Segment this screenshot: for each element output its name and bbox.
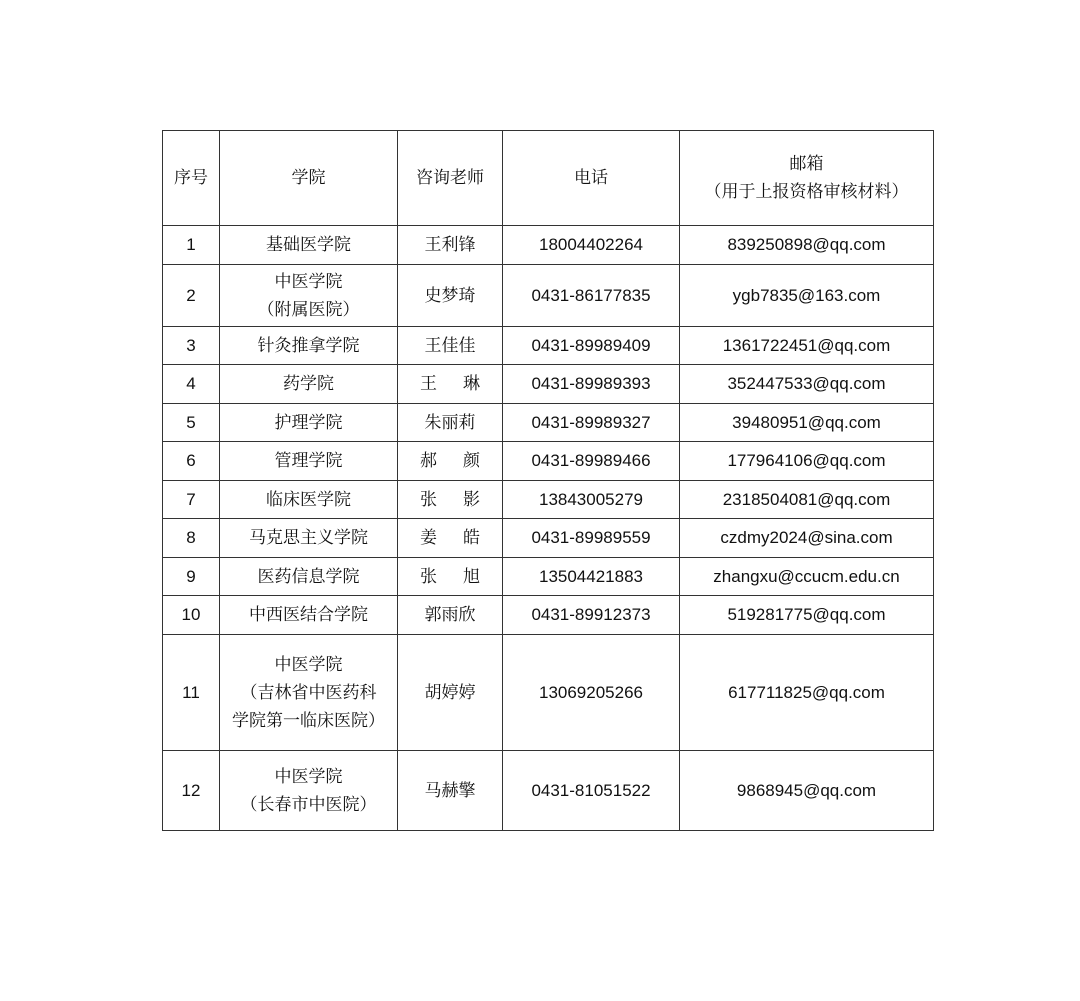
cell-phone: 0431-89989327	[503, 404, 680, 442]
cell-index: 7	[163, 481, 220, 519]
college-line: 基础医学院	[266, 235, 351, 255]
cell-advisor	[398, 442, 503, 481]
cell-email: zhangxu@ccucm.edu.cn	[680, 558, 934, 596]
advisor-name-part: 张	[420, 489, 437, 510]
cell-college	[220, 519, 398, 558]
cell-advisor: 马赫擎	[398, 751, 503, 831]
cell-email: ygb7835@163.com	[680, 265, 934, 327]
cell-phone: 0431-81051522	[503, 751, 680, 831]
cell-advisor: 史梦琦	[398, 265, 503, 327]
table-row	[163, 635, 934, 751]
table-row	[163, 327, 934, 365]
college-line: 医药信息学院	[257, 566, 360, 587]
cell-advisor	[398, 365, 503, 404]
cell-index: 1	[163, 226, 220, 265]
college-line: 中医学院	[274, 766, 343, 787]
college-line: （附属医院）	[257, 299, 360, 320]
header-college: 学院	[220, 131, 398, 226]
cell-index: 5	[163, 404, 220, 442]
table-row	[163, 596, 934, 635]
cell-advisor: 郭雨欣	[398, 596, 503, 635]
cell-email: czdmy2024@sina.com	[680, 519, 934, 558]
college-line: 学院第一临床医院）	[232, 710, 385, 731]
advisor-name-part: 郝	[420, 451, 437, 471]
cell-advisor	[398, 519, 503, 558]
cell-phone: 13069205266	[503, 635, 680, 751]
cell-email: 839250898@qq.com	[680, 226, 934, 265]
college-line: 中医学院	[274, 654, 343, 675]
cell-index: 10	[163, 596, 220, 635]
cell-phone: 0431-89989559	[503, 519, 680, 558]
cell-phone: 0431-86177835	[503, 265, 680, 327]
advisor-name-part: 琳	[463, 374, 480, 394]
table-row	[163, 404, 934, 442]
table-row	[163, 265, 934, 327]
cell-email: 9868945@qq.com	[680, 751, 934, 831]
cell-phone: 13843005279	[503, 481, 680, 519]
cell-college	[220, 226, 398, 265]
college-line: 管理学院	[274, 451, 343, 471]
table-row	[163, 442, 934, 481]
advisor-name-part: 皓	[463, 528, 480, 548]
cell-college	[220, 404, 398, 442]
cell-index: 4	[163, 365, 220, 404]
cell-email: 617711825@qq.com	[680, 635, 934, 751]
header-email-title: 邮箱	[789, 154, 824, 174]
table-header-row	[163, 131, 934, 226]
table-body	[163, 226, 934, 831]
advisor-name-part: 影	[463, 489, 480, 510]
cell-phone: 0431-89989409	[503, 327, 680, 365]
table-row	[163, 519, 934, 558]
header-email	[680, 131, 934, 226]
header-advisor: 咨询老师	[398, 131, 503, 226]
cell-phone: 13504421883	[503, 558, 680, 596]
table-row	[163, 481, 934, 519]
cell-index: 2	[163, 265, 220, 327]
college-line: 护理学院	[274, 412, 343, 433]
cell-phone: 0431-89989393	[503, 365, 680, 404]
cell-email: 519281775@qq.com	[680, 596, 934, 635]
advisor-name-part: 颜	[463, 451, 480, 471]
college-line: （长春市中医院）	[240, 794, 377, 815]
college-line: （吉林省中医药科	[240, 682, 377, 703]
cell-college	[220, 751, 398, 831]
cell-phone: 0431-89989466	[503, 442, 680, 481]
cell-email: 39480951@qq.com	[680, 404, 934, 442]
header-index: 序号	[163, 131, 220, 226]
cell-email: 2318504081@qq.com	[680, 481, 934, 519]
cell-index: 12	[163, 751, 220, 831]
advisor-name-part: 姜	[420, 528, 437, 548]
advisor-name-part: 旭	[463, 566, 480, 587]
contact-table	[162, 130, 934, 831]
college-line: 中西医结合学院	[249, 605, 368, 625]
cell-phone: 18004402264	[503, 226, 680, 265]
cell-email: 352447533@qq.com	[680, 365, 934, 404]
table-row	[163, 226, 934, 265]
cell-index: 11	[163, 635, 220, 751]
cell-advisor: 王利锋	[398, 226, 503, 265]
cell-advisor: 胡婷婷	[398, 635, 503, 751]
cell-index: 3	[163, 327, 220, 365]
header-email-note: （用于上报资格审核材料）	[704, 182, 909, 202]
cell-advisor	[398, 481, 503, 519]
cell-index: 8	[163, 519, 220, 558]
table-row	[163, 558, 934, 596]
table-row	[163, 751, 934, 831]
cell-college	[220, 365, 398, 404]
header-phone: 电话	[503, 131, 680, 226]
college-line: 中医学院	[274, 271, 343, 292]
college-line: 马克思主义学院	[249, 528, 368, 548]
cell-advisor	[398, 558, 503, 596]
cell-college	[220, 327, 398, 365]
cell-college	[220, 265, 398, 327]
cell-index: 9	[163, 558, 220, 596]
college-line: 药学院	[283, 374, 334, 394]
advisor-name-part: 王	[420, 374, 437, 394]
cell-advisor: 朱丽莉	[398, 404, 503, 442]
advisor-name-part: 张	[420, 566, 437, 587]
cell-college	[220, 442, 398, 481]
cell-email: 177964106@qq.com	[680, 442, 934, 481]
cell-advisor: 王佳佳	[398, 327, 503, 365]
cell-phone: 0431-89912373	[503, 596, 680, 635]
college-line: 临床医学院	[266, 489, 351, 510]
table-row	[163, 365, 934, 404]
cell-email: 1361722451@qq.com	[680, 327, 934, 365]
cell-index: 6	[163, 442, 220, 481]
cell-college	[220, 558, 398, 596]
college-line: 针灸推拿学院	[257, 335, 360, 356]
cell-college	[220, 635, 398, 751]
cell-college	[220, 596, 398, 635]
cell-college	[220, 481, 398, 519]
